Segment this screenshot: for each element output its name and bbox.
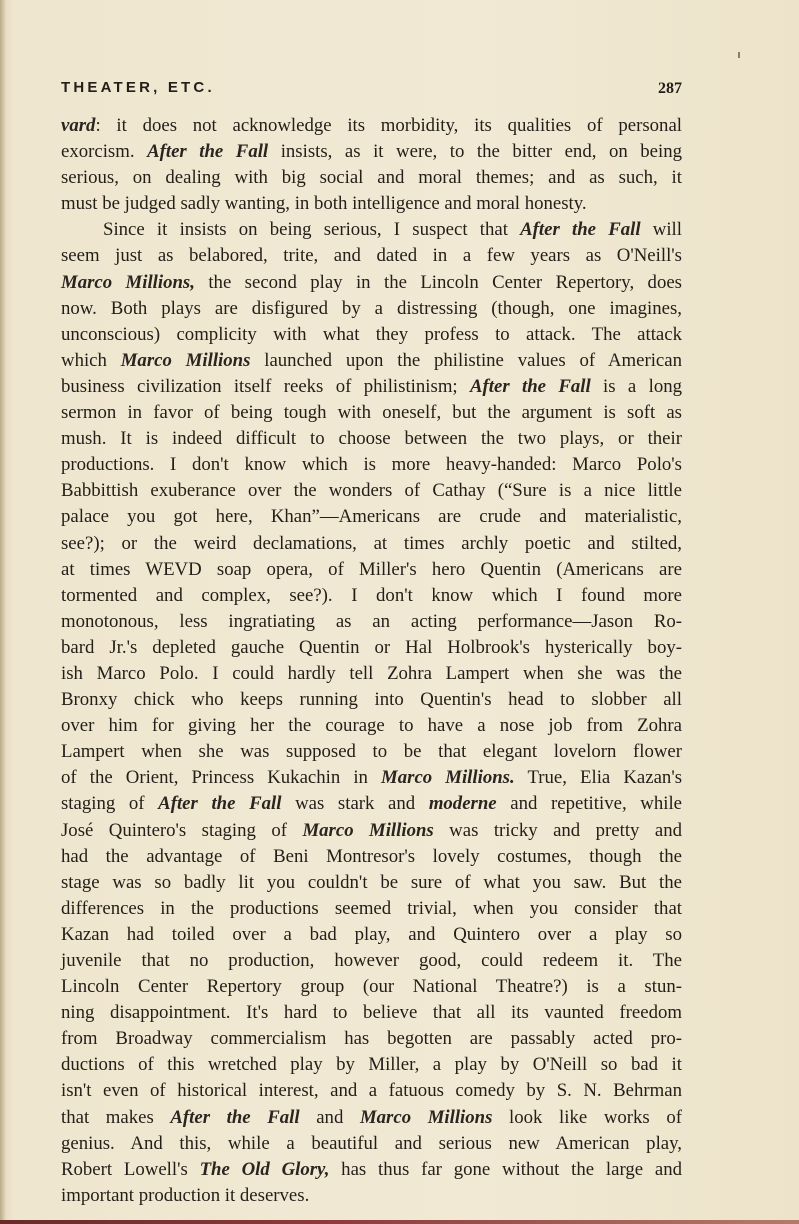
text-line	[61, 739, 682, 765]
text-line	[61, 478, 682, 504]
text-line	[61, 1026, 682, 1052]
text-run: : it does not acknowledge its morbidity, its qualities of personal	[95, 115, 682, 136]
text-run: was tricky and pretty and	[433, 819, 682, 841]
text-run: unconscious) complicity with what they profess to attack. The attack	[61, 323, 682, 345]
text-line	[61, 165, 682, 191]
text-run: that makes	[61, 1106, 171, 1128]
text-line	[61, 557, 682, 583]
text-line	[61, 400, 682, 426]
text-run: Lampert when she was supposed to be that elegant lovelorn flower	[61, 741, 682, 763]
text-run: is a long	[590, 375, 683, 397]
text-line	[61, 113, 682, 139]
text-run: staging of	[61, 793, 159, 815]
text-run: genius. And this, while a beautiful and serious new American play,	[61, 1132, 682, 1154]
text-run: which	[61, 349, 121, 371]
text-line	[61, 922, 682, 948]
text-run: look like works of	[492, 1106, 683, 1128]
text-run: over him for giving her the courage to have a nose job from Zohra	[61, 715, 682, 737]
text-run: bard Jr.'s depleted gauche Quentin or Hal Holbrook's hysterically boy-	[61, 636, 682, 658]
text-line	[61, 948, 682, 974]
text-line	[61, 452, 682, 478]
text-line	[61, 818, 682, 844]
italic-title: Marco Millions,	[61, 271, 195, 293]
gutter-shadow	[0, 0, 6, 1224]
text-line	[61, 191, 682, 217]
text-run: isn't even of historical interest, and a fatuous comedy by S. N. Behrman	[61, 1080, 682, 1102]
text-run: ning disappointment. It's hard to believe that all its vaunted freedom	[61, 1002, 682, 1024]
italic-title: After the Fall	[520, 219, 641, 241]
text-run: True, Elia Kazan's	[514, 767, 683, 789]
text-line	[61, 374, 682, 400]
text-run: seem just as belabored, trite, and dated in a few years as O'Neill's	[61, 245, 682, 267]
text-run: differences in the productions seemed trivial, when you consider that	[61, 897, 682, 919]
page-number: 287	[658, 80, 682, 97]
body-text	[61, 113, 682, 1209]
text-run: productions. I don't know which is more heavy-handed: Marco Polo's	[61, 454, 682, 476]
text-run: sermon in favor of being tough with oneself, but the argument is soft as	[61, 402, 682, 424]
text-run: the second play in the Lincoln Center Repertory, does	[194, 271, 682, 293]
text-line	[61, 1052, 682, 1078]
text-line	[61, 635, 682, 661]
text-line	[61, 583, 682, 609]
italic-title: After the Fall	[158, 793, 282, 815]
paper-speck	[738, 52, 740, 58]
text-line	[61, 765, 682, 791]
text-run: Babbittish exuberance over the wonders of Cathay (“Sure is a nice little	[61, 480, 682, 502]
text-run: business civilization itself reeks of philistinism;	[61, 375, 470, 397]
text-run: and	[299, 1106, 360, 1128]
text-line	[61, 870, 682, 896]
text-line	[61, 896, 682, 922]
text-line	[61, 974, 682, 1000]
italic-title: Marco Millions	[120, 349, 251, 371]
text-run: had the advantage of Beni Montresor's lovely costumes, though the	[61, 845, 682, 867]
text-run: stage was so badly lit you couldn't be sure of what you saw. But the	[61, 871, 682, 893]
running-head	[61, 79, 682, 101]
italic-title: Marco Millions.	[381, 767, 515, 789]
italic-title: After the Fall	[147, 141, 269, 163]
italic-title: The Old Glory,	[199, 1158, 330, 1180]
text-run: Lincoln Center Repertory group (our National Theatre?) is a stun-	[61, 976, 682, 998]
text-run: has thus far gone without the large and	[329, 1158, 682, 1180]
text-line	[61, 1157, 682, 1183]
text-run: Since it insists on being serious, I suspect that	[103, 219, 521, 241]
text-line	[61, 1131, 682, 1157]
text-run: mush. It is indeed difficult to choose between the two plays, or their	[61, 428, 682, 450]
text-run: launched upon the philistine values of American	[250, 349, 682, 371]
page-bottom-edge	[0, 1220, 799, 1224]
text-run: Robert Lowell's	[61, 1158, 200, 1180]
italic-title: Marco Millions	[302, 819, 434, 841]
text-run: important production it deserves.	[61, 1184, 310, 1206]
text-run: must be judged sadly wanting, in both intelligence and moral honesty.	[61, 193, 587, 215]
italic-title: After the Fall	[170, 1106, 300, 1128]
text-run: see?); or the weird declamations, at times archly poetic and stilted,	[61, 532, 682, 554]
section-title: THEATER, ETC.	[61, 79, 215, 96]
text-run: ductions of this wretched play by Miller, a play by O'Neill so bad it	[61, 1054, 682, 1076]
text-line	[61, 791, 682, 817]
text-line	[61, 217, 682, 243]
italic-title: Marco Millions	[359, 1106, 493, 1128]
text-line	[61, 270, 682, 296]
text-run: was stark and	[281, 793, 429, 815]
text-run: palace you got here, Khan”—Americans are crude and materialistic,	[61, 506, 682, 528]
text-line	[61, 1078, 682, 1104]
text-line	[61, 687, 682, 713]
text-run: will	[640, 219, 682, 241]
text-run: serious, on dealing with big social and moral themes; and as such, it	[61, 167, 682, 189]
text-run: now. Both plays are disfigured by a distressing (though, one imagines,	[61, 297, 682, 319]
text-run: and repetitive, while	[496, 793, 682, 815]
text-run: tormented and complex, see?). I don't know which I found more	[61, 584, 682, 606]
text-run: from Broadway commercialism has begotten are passably acted pro-	[61, 1028, 682, 1050]
text-line	[61, 1105, 682, 1131]
text-run: juvenile that no production, however good, could redeem it. The	[61, 950, 682, 971]
text-line	[61, 713, 682, 739]
text-run: monotonous, less ingratiating as an acting performance—Jason Ro-	[61, 610, 682, 632]
italic-title: vard	[61, 115, 96, 136]
text-line	[61, 139, 682, 165]
text-run: Kazan had toiled over a bad play, and Quintero over a play so	[61, 923, 682, 945]
text-line	[61, 504, 682, 530]
text-line	[61, 243, 682, 269]
text-run: exorcism.	[61, 141, 148, 163]
text-line	[61, 844, 682, 870]
text-run: Bronxy chick who keeps running into Quentin's head to slobber all	[61, 689, 682, 711]
text-line	[61, 322, 682, 348]
text-line	[61, 426, 682, 452]
text-line	[61, 609, 682, 635]
italic-title: moderne	[428, 793, 497, 815]
text-run: of the Orient, Princess Kukachin in	[61, 767, 382, 789]
text-run: at times WEVD soap opera, of Miller's hero Quentin (Americans are	[61, 558, 682, 580]
text-run: insists, as it were, to the bitter end, on being	[268, 141, 682, 163]
text-line	[61, 1000, 682, 1026]
text-line	[61, 661, 682, 687]
text-line	[61, 1183, 682, 1209]
italic-title: After the Fall	[470, 375, 591, 397]
text-line	[61, 531, 682, 557]
text-run: José Quintero's staging of	[61, 819, 303, 841]
text-run: ish Marco Polo. I could hardly tell Zohra Lampert when she was the	[61, 662, 682, 684]
text-line	[61, 296, 682, 322]
text-line	[61, 348, 682, 374]
